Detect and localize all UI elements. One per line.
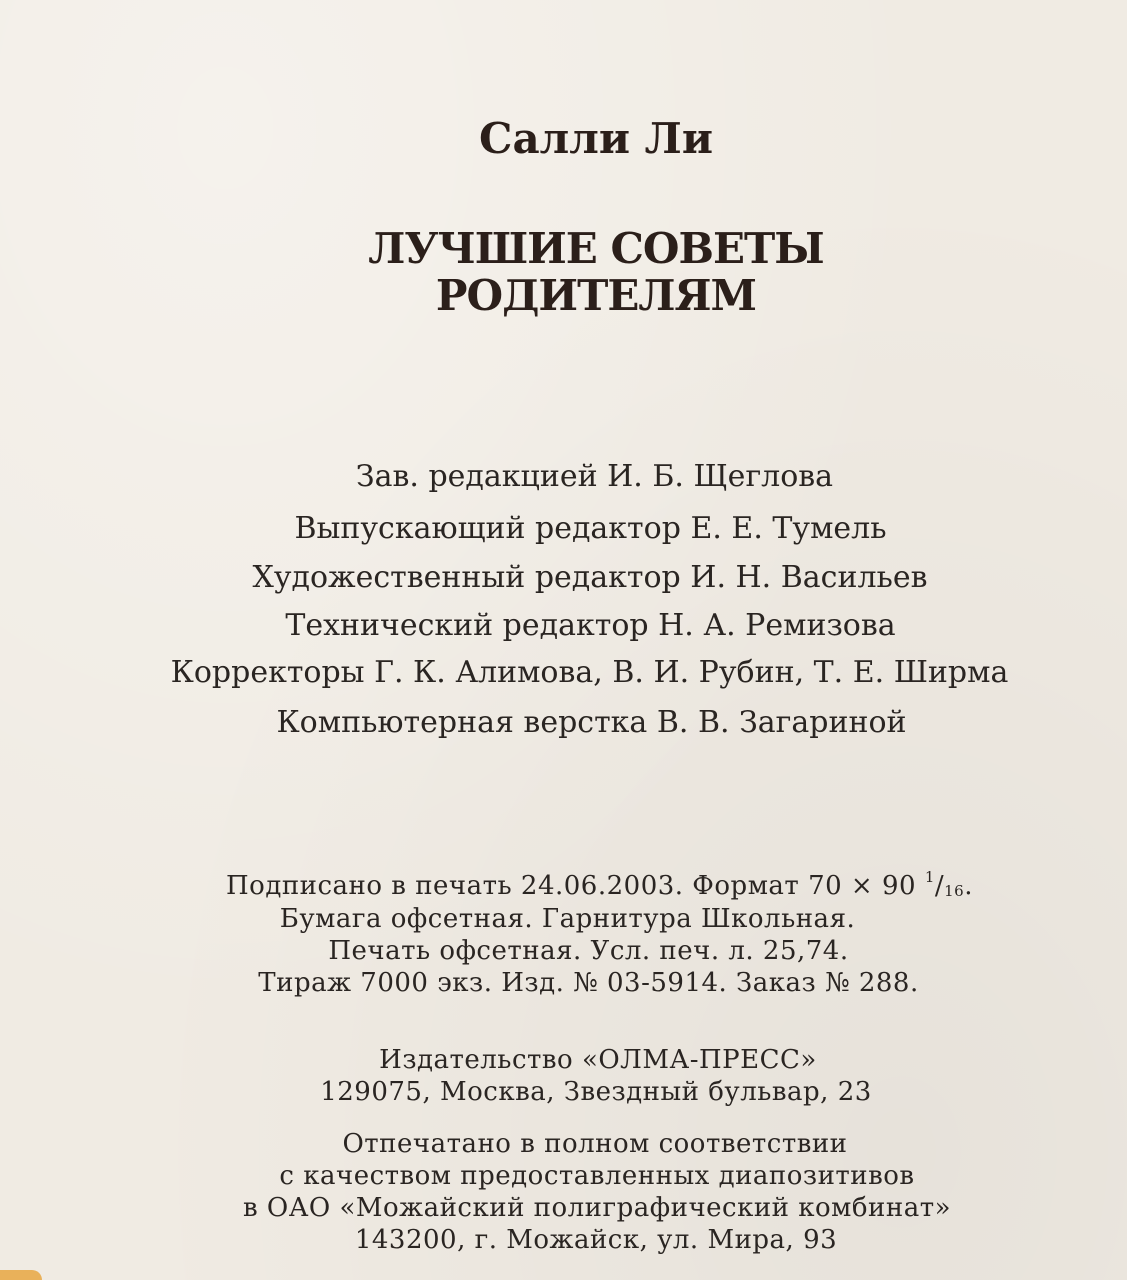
imprint-paper-font: Бумага офсетная. Гарнитура Школьная.	[279, 904, 856, 934]
printed-address: 143200, г. Можайск, ул. Мира, 93	[354, 1225, 838, 1255]
format-fraction-denominator: 16	[944, 882, 965, 900]
credit-layout: Компьютерная верстка В. В. Загариной	[276, 705, 907, 740]
page-corner-mark	[0, 1270, 42, 1280]
imprint-print-run: Тираж 7000 экз. Изд. № 03-5914. Заказ № 288.	[258, 968, 919, 998]
credit-technical-editor: Технический редактор Н. А. Ремизова	[285, 608, 896, 643]
credit-proofreaders: Корректоры Г. К. Алимова, В. И. Рубин, Т. Е. Ширма	[170, 655, 1009, 690]
credit-managing-editor: Выпускающий редактор Е. Е. Тумель	[294, 511, 887, 546]
book-title-line-1: ЛУЧШИЕ СОВЕТЫ	[368, 224, 824, 273]
format-fraction-numerator: 1	[924, 868, 935, 886]
printed-line-1: Отпечатано в полном соответствии	[342, 1129, 848, 1159]
printed-line-2: с качеством предоставленных диапозитивов	[279, 1161, 915, 1191]
book-title-line-2: РОДИТЕЛЯМ	[435, 271, 757, 320]
publisher-name: Издательство «ОЛМА-ПРЕСС»	[379, 1045, 817, 1075]
author-text: Салли Ли	[479, 114, 713, 163]
printed-line-3: в ОАО «Можайский полиграфический комбинат»	[243, 1193, 951, 1223]
imprint-print-sheets: Печать офсетная. Усл. печ. л. 25,74.	[328, 936, 849, 966]
imprint-signed-text: Подписано в печать 24.06.2003. Формат 70 × 90	[226, 871, 917, 901]
imprint-signed-format: Подписано в печать 24.06.2003. Формат 70 × 90 $^1$/16.	[226, 868, 973, 901]
publisher-address: 129075, Москва, Звездный бульвар, 23	[320, 1077, 872, 1107]
credit-art-editor: Художественный редактор И. Н. Васильев	[252, 560, 928, 595]
credit-editor-in-chief: Зав. редакцией И. Б. Щеглова	[355, 459, 834, 494]
